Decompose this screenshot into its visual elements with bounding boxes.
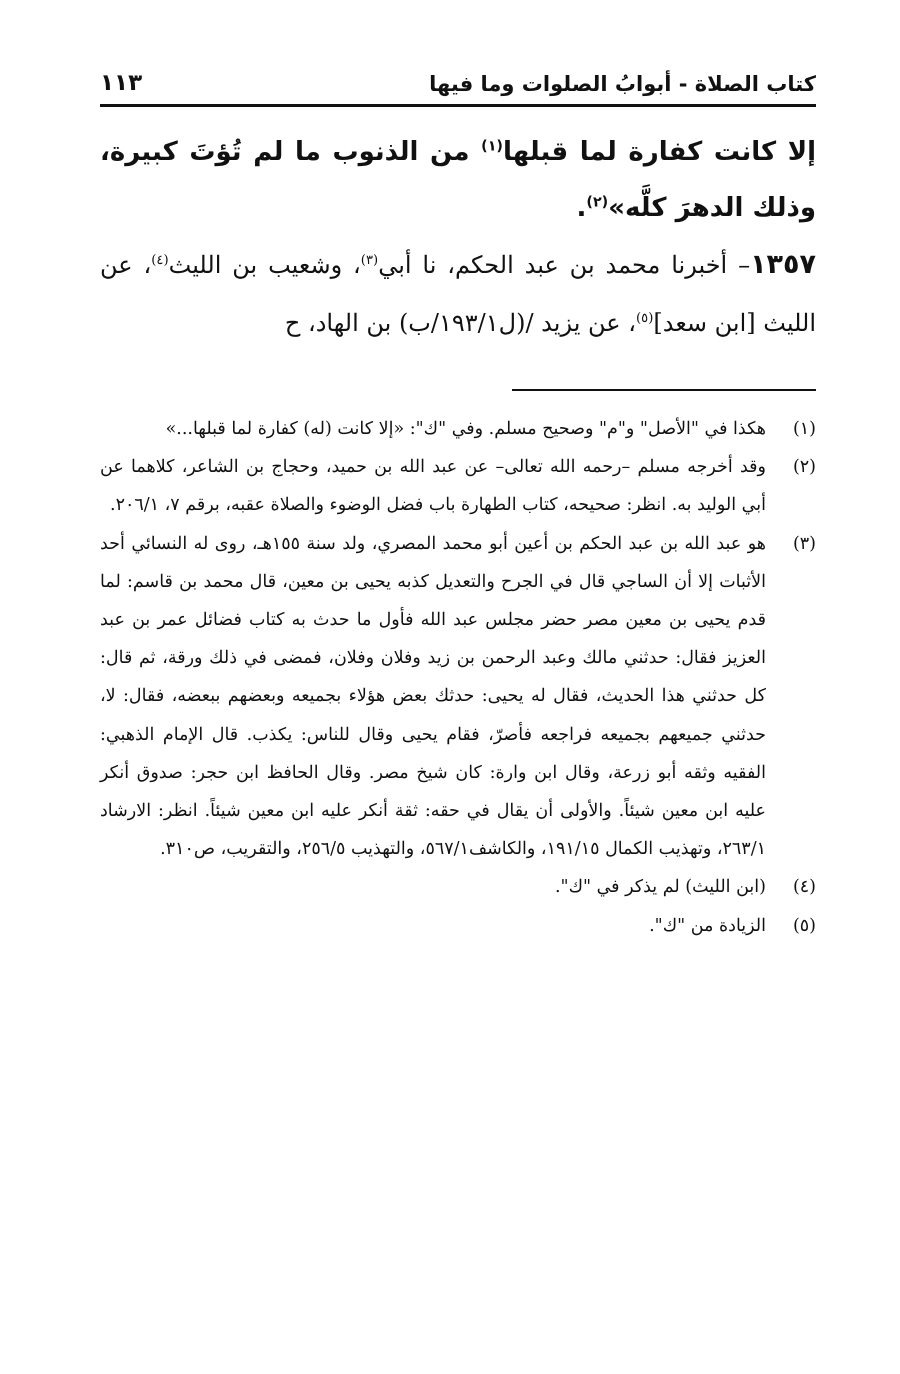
hadith-text-segment: . bbox=[576, 193, 587, 223]
footnote-ref: (٣) bbox=[360, 253, 379, 268]
hadith-ending-text bbox=[100, 124, 816, 236]
footnote-number: (٢) bbox=[792, 457, 816, 478]
isnad-segment: ، عن الليث [ابن سعد] bbox=[100, 251, 816, 337]
footnote-text: (ابن الليث) لم يذكر في "ك". bbox=[554, 877, 766, 898]
footnote-text: هكذا في "الأصل" و"م" وصحيح مسلم. وفي "ك": «إلا كانت (له) كفارة لما قبلها...» bbox=[165, 419, 766, 439]
footnotes bbox=[100, 410, 816, 945]
footnote-text: هو عبد الله بن عبد الحكم بن أعين أبو محمد المصري، ولد سنة ١٥٥هـ، روى له النسائي أحد الأثبات إلا أن الساجي قال في الجرح والتعديل كذبه يحيى بن معين، قال محمد بن قاسم: لما قدم يحيى بن معين مصر حضر مجلس عبد الله فأول ما حدث به كتاب فضائل عمر بن عبد العزيز فقال: حدثني مالك وعبد الرحمن بن زيد وفلان وفلان، فمضى في ذلك ورقة، ثم قال: كل حدثني هذا الحديث، فقال له يحيى: حدثك بعض هؤلاء بجميعه وبعضهم ببعضه، فقال: لا، حدثني جميعهم بجميعه فراجعه فأصرّ، فقام يحيى وقال للناس: يكذب. قال الإمام الذهبي: الفقيه وثقه أبو زرعة، وقال ابن وارة: كان شيخ مصر. وقال الحافظ ابن حجر: صدوق أنكر عليه ابن معين شيئاً. والأولى أن يقال في حقه: ثقة أنكر عليه ابن معين شيئاً. انظر: الارشاد ٢٦٣/١، وتهذيب الكمال ١٩١/١٥، والكاشف٥٦٧/١، والتهذيب ٢٥٦/٥، والتقريب، ص٣١٠. bbox=[100, 533, 766, 860]
hadith-number: ١٣٥٧ bbox=[750, 249, 816, 280]
hadith-text-segment: من الذنوب ما لم تُؤتَ كبيرة، وذلك الدهرَ كلَّه» bbox=[100, 137, 816, 223]
isnad-segment: ، عن يزيد /(ل١٩٣/١/ب) بن الهاد، ح bbox=[284, 309, 636, 337]
footnote-number: (٣) bbox=[792, 533, 816, 554]
header-rule bbox=[100, 104, 816, 107]
page-header bbox=[100, 66, 816, 106]
footnote-ref: (٥) bbox=[635, 311, 654, 326]
page-number: ١١٣ bbox=[100, 70, 143, 96]
isnad-segment: – أخبرنا محمد بن عبد الحكم، نا أبي bbox=[378, 251, 751, 279]
footnote-ref: (٢) bbox=[586, 194, 609, 211]
footnote-item bbox=[100, 448, 816, 524]
footnote-separator bbox=[512, 389, 816, 391]
footnote-item bbox=[100, 868, 816, 906]
footnote-ref: (٤) bbox=[151, 253, 169, 268]
hadith-text-segment: إلا كانت كفارة لما قبلها bbox=[502, 137, 816, 167]
footnote-number: (١) bbox=[792, 419, 816, 439]
footnote-number: (٤) bbox=[792, 877, 816, 898]
running-title: كتاب الصلاة - أبوابُ الصلوات وما فيها bbox=[429, 72, 816, 96]
footnote-item bbox=[100, 410, 816, 448]
footnote-text: وقد أخرجه مسلم –رحمه الله تعالى– عن عبد الله بن حميد، وحجاج بن الشاعر، كلاهما عن أبي الوليد به. انظر: صحيحه، كتاب الطهارة باب فضل الوضوء والصلاة عقبه، برقم ٧، ٢٠٦/١. bbox=[100, 457, 766, 516]
footnote-text: الزيادة من "ك". bbox=[649, 915, 766, 936]
footnote-item bbox=[100, 907, 816, 945]
hadith-isnad bbox=[100, 236, 816, 352]
isnad-segment: ، وشعيب بن الليث bbox=[168, 251, 361, 279]
footnote-number: (٥) bbox=[792, 915, 816, 936]
footnote-item bbox=[100, 525, 816, 869]
footnote-ref: (١) bbox=[481, 138, 503, 155]
